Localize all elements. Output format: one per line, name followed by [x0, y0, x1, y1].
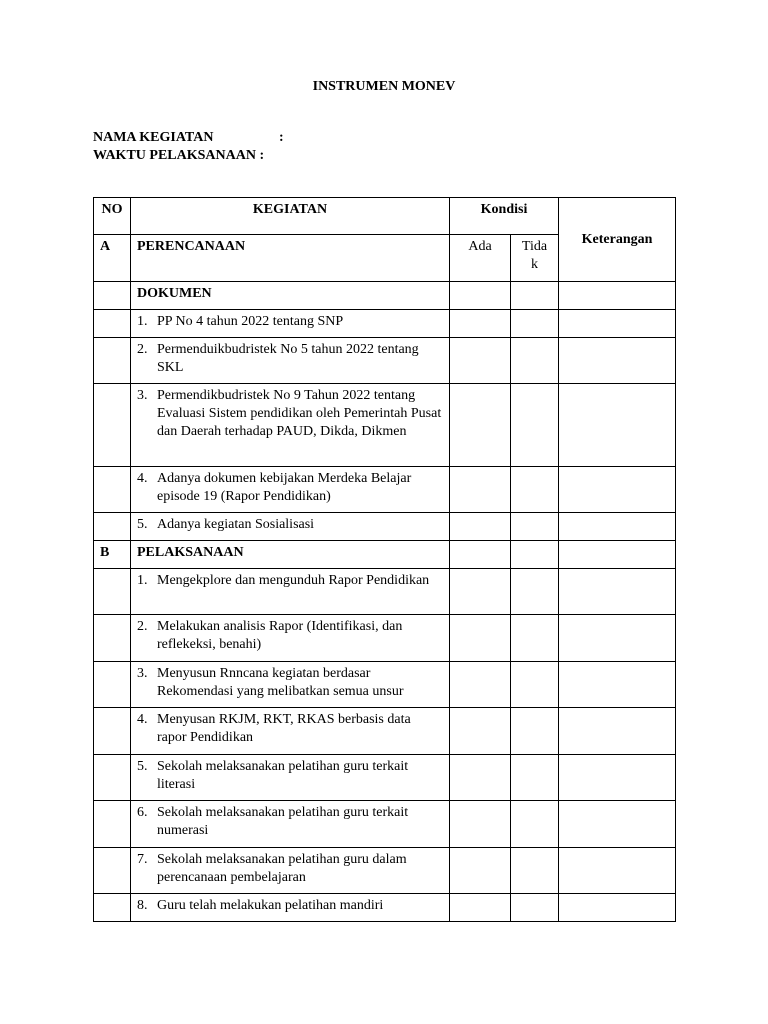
- checkbox-cell-ada[interactable]: [450, 615, 511, 662]
- header-tidak-line2: k: [531, 257, 538, 272]
- header-kegiatan: KEGIATAN: [131, 198, 450, 235]
- checkbox-cell-ada[interactable]: [450, 467, 511, 513]
- keterangan-cell[interactable]: [559, 541, 676, 569]
- section-b-code: B: [94, 541, 131, 569]
- checkbox-cell-ada[interactable]: [450, 848, 511, 894]
- keterangan-cell[interactable]: [559, 282, 676, 310]
- section-a-code: A: [94, 235, 131, 282]
- item-text: Menyusan RKJM, RKT, RKAS berbasis data rapor Pendidikan: [157, 712, 411, 745]
- header-tidak-line1: Tida: [521, 239, 548, 254]
- keterangan-cell[interactable]: [559, 338, 676, 384]
- item-number: 4.: [137, 712, 148, 727]
- keterangan-cell[interactable]: [559, 708, 676, 755]
- checkbox-cell-ada[interactable]: [450, 310, 511, 338]
- table-row: [94, 848, 676, 894]
- header-row: [94, 198, 676, 235]
- keterangan-cell[interactable]: [559, 384, 676, 467]
- checkbox-cell-tidak[interactable]: [511, 513, 559, 541]
- checkbox-cell-tidak[interactable]: [511, 708, 559, 755]
- checkbox-cell-tidak[interactable]: [511, 541, 559, 569]
- checkbox-cell-ada[interactable]: [450, 801, 511, 848]
- item-text: Sekolah melaksanakan pelatihan guru dalam perencanaan pembelajaran: [157, 852, 407, 885]
- checkbox-cell-tidak[interactable]: [511, 755, 559, 801]
- keterangan-cell[interactable]: [559, 894, 676, 922]
- keterangan-cell[interactable]: [559, 662, 676, 708]
- checkbox-cell-ada[interactable]: [450, 384, 511, 467]
- keterangan-cell[interactable]: [559, 467, 676, 513]
- item-text: Guru telah melakukan pelatihan mandiri: [157, 898, 384, 913]
- monev-table: [93, 197, 676, 922]
- table-row: [94, 615, 676, 662]
- header-tidak: [511, 235, 559, 282]
- checkbox-cell-ada[interactable]: [450, 513, 511, 541]
- item-text: Sekolah melaksanakan pelatihan guru terkait numerasi: [157, 805, 409, 838]
- checkbox-cell-ada[interactable]: [450, 894, 511, 922]
- checkbox-cell-ada[interactable]: [450, 541, 511, 569]
- checkbox-cell-ada[interactable]: [450, 338, 511, 384]
- item-text: Adanya dokumen kebijakan Merdeka Belajar episode 19 (Rapor Pendidikan): [157, 471, 412, 504]
- nama-kegiatan-row: [93, 129, 284, 147]
- section-b-title: PELAKSANAAN: [131, 541, 450, 569]
- item-text: Permendikbudristek No 9 Tahun 2022 tentang Evaluasi Sistem pendidikan oleh Pemerintah Pusat dan Daerah terhadap PAUD, Dikda, Dikmen: [157, 388, 442, 439]
- item-number: 3.: [137, 666, 148, 681]
- keterangan-cell[interactable]: [559, 513, 676, 541]
- checkbox-cell-tidak[interactable]: [511, 662, 559, 708]
- item-text: Menyusun Rnncana kegiatan berdasar Rekomendasi yang melibatkan semua unsur: [157, 666, 404, 699]
- table-row: [94, 513, 676, 541]
- checkbox-cell-ada[interactable]: [450, 569, 511, 615]
- nama-kegiatan-colon: :: [279, 130, 284, 145]
- checkbox-cell-tidak[interactable]: [511, 384, 559, 467]
- checkbox-cell-ada[interactable]: [450, 708, 511, 755]
- checkbox-cell-tidak[interactable]: [511, 615, 559, 662]
- table-row: [94, 708, 676, 755]
- nama-kegiatan-label: NAMA KEGIATAN: [93, 130, 214, 145]
- checkbox-cell-tidak[interactable]: [511, 848, 559, 894]
- header-no: NO: [94, 198, 131, 235]
- header-keterangan: Keterangan: [559, 198, 676, 282]
- table-row: [94, 338, 676, 384]
- keterangan-cell[interactable]: [559, 310, 676, 338]
- document-title: INSTRUMEN MONEV: [312, 79, 456, 94]
- table-row: [94, 310, 676, 338]
- dokumen-label: DOKUMEN: [131, 282, 450, 310]
- item-text: Sekolah melaksanakan pelatihan guru terkait literasi: [157, 759, 409, 792]
- table-row: [94, 384, 676, 467]
- table-row: [94, 467, 676, 513]
- table-row: [94, 662, 676, 708]
- table-row: [94, 894, 676, 922]
- checkbox-cell-tidak[interactable]: [511, 338, 559, 384]
- keterangan-cell[interactable]: [559, 615, 676, 662]
- header-ada: Ada: [450, 235, 511, 282]
- table-row: [94, 801, 676, 848]
- item-number: 2.: [137, 619, 148, 634]
- item-number: 5.: [137, 759, 148, 774]
- checkbox-cell-tidak[interactable]: [511, 569, 559, 615]
- item-text: Permenduikbudristek No 5 tahun 2022 tentang SKL: [157, 342, 419, 375]
- checkbox-cell-tidak[interactable]: [511, 310, 559, 338]
- item-number: 1.: [137, 573, 148, 588]
- item-text: Adanya kegiatan Sosialisasi: [157, 517, 315, 532]
- checkbox-cell-tidak[interactable]: [511, 282, 559, 310]
- item-number: 2.: [137, 342, 148, 357]
- item-number: 4.: [137, 471, 148, 486]
- header-kondisi: Kondisi: [450, 198, 559, 235]
- table-row: [94, 755, 676, 801]
- table-row: [94, 569, 676, 615]
- checkbox-cell-tidak[interactable]: [511, 894, 559, 922]
- item-text: PP No 4 tahun 2022 tentang SNP: [157, 314, 344, 329]
- item-number: 7.: [137, 852, 148, 867]
- dokumen-row: [94, 282, 676, 310]
- item-number: 5.: [137, 517, 148, 532]
- item-number: 6.: [137, 805, 148, 820]
- waktu-pelaksanaan-row: [93, 147, 264, 165]
- keterangan-cell[interactable]: [559, 801, 676, 848]
- checkbox-cell-ada[interactable]: [450, 282, 511, 310]
- item-text: Melakukan analisis Rapor (Identifikasi, dan reflekeksi, benahi): [157, 619, 403, 652]
- checkbox-cell-tidak[interactable]: [511, 801, 559, 848]
- keterangan-cell[interactable]: [559, 848, 676, 894]
- checkbox-cell-ada[interactable]: [450, 755, 511, 801]
- keterangan-cell[interactable]: [559, 755, 676, 801]
- item-number: 3.: [137, 388, 148, 403]
- section-b-row: [94, 541, 676, 569]
- section-a-title: PERENCANAAN: [131, 235, 450, 282]
- keterangan-cell[interactable]: [559, 569, 676, 615]
- checkbox-cell-tidak[interactable]: [511, 467, 559, 513]
- waktu-pelaksanaan-label: WAKTU PELAKSANAAN :: [93, 148, 265, 163]
- item-text: Mengekplore dan mengunduh Rapor Pendidikan: [157, 573, 430, 588]
- checkbox-cell-ada[interactable]: [450, 662, 511, 708]
- item-number: 1.: [137, 314, 148, 329]
- item-number: 8.: [137, 898, 148, 913]
